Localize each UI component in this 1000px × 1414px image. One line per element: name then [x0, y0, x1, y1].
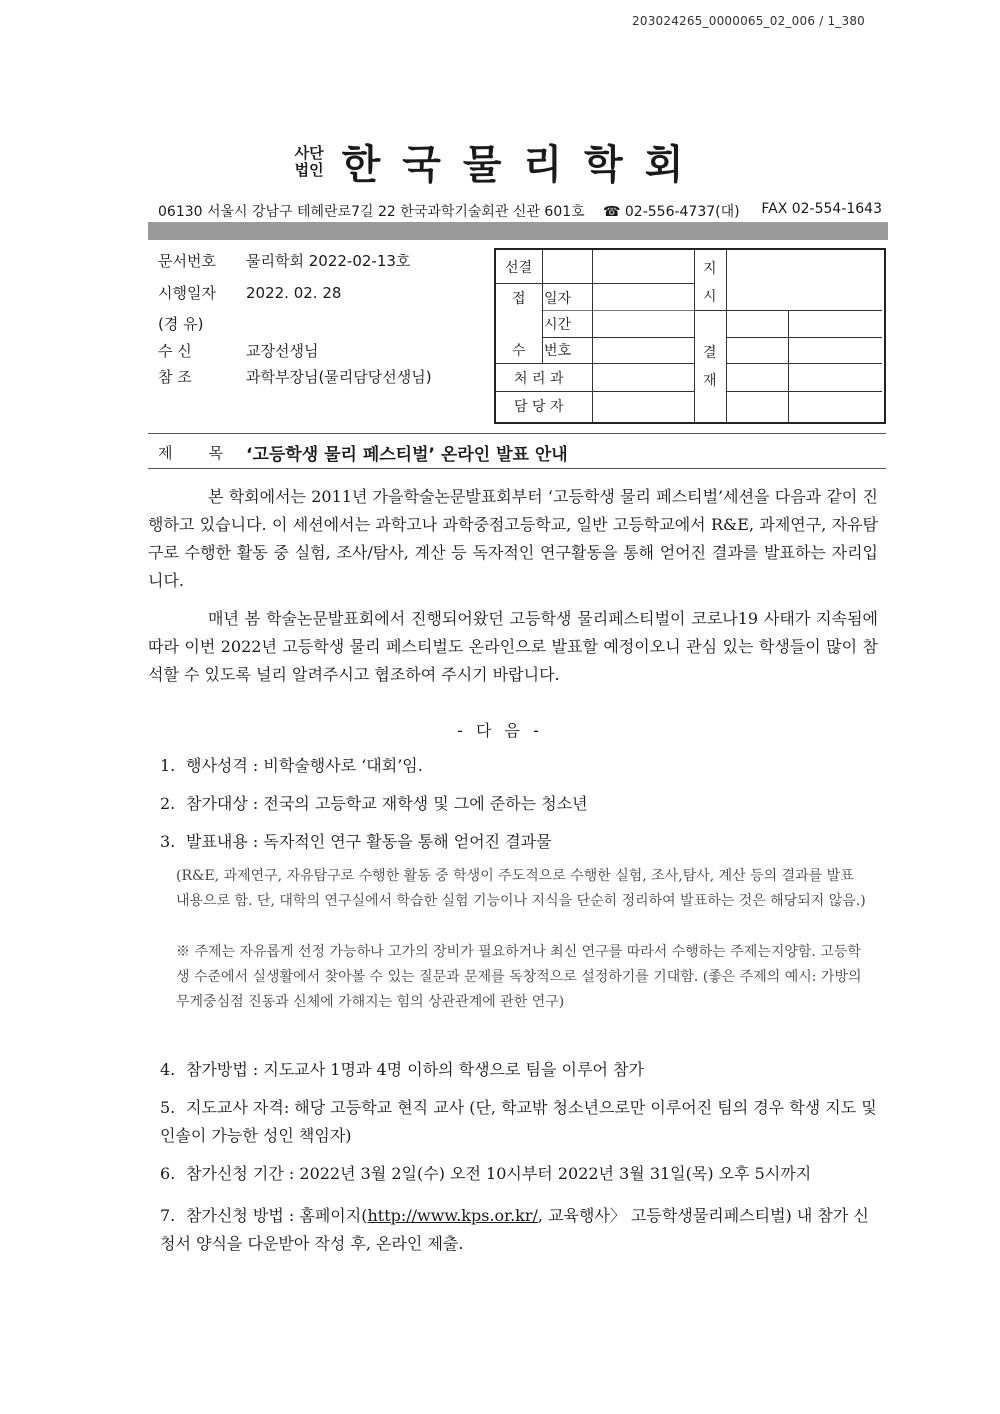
list-item: 6. 참가신청 기간 : 2022년 3월 2일(수) 오전 10시부터 2022년 3월 31일(목) 오후 5시까지 — [160, 1164, 812, 1183]
subject-line — [148, 433, 886, 469]
meta-reference: 참 조 과학부장님(물리담당선생님) — [158, 368, 432, 386]
approval-directive-2: 시 — [703, 289, 717, 305]
approval-officer: 담 당 자 — [514, 399, 564, 415]
approval-receipt-1: 접 — [512, 291, 526, 307]
fax: FAX 02-554-1643 — [761, 201, 882, 217]
meta-via: (경 유) — [158, 315, 204, 333]
item3-note: (R&E, 과제연구, 자유탐구로 수행한 활동 중 학생이 주도적으로 수행한 실험, 조사,탐사, 계산 등의 결과를 발표 내용으로 함. 단, 대학의 연구실에서 학습한 실험 기능이나 지식을 단순히 정리하여 발표하는 것은 해당되지 않음.) — [176, 868, 866, 909]
approval-box — [494, 248, 886, 424]
list-item: 4. 참가방법 : 지도교사 1명과 4명 이하의 학생으로 팀을 이루어 참가 — [160, 1060, 644, 1079]
header-band — [148, 222, 888, 240]
meta-doc-number: 문서번호 물리학회 2022-02-13호 — [158, 252, 411, 270]
approval-sign-2: 재 — [703, 373, 717, 389]
body-paragraph-2: 매년 봄 학술논문발표회에서 진행되어왔던 고등학생 물리페스티벌이 코로나19 사태가 지속됨에 따라 이번 2022년 고등학생 물리 페스티벌도 온라인으로 발표할 예정이오니 관심 있는 학생들이 많이 참석할 수 있도록 널리 알려주시고 협조하여 주시기 바랍니다. — [148, 609, 878, 684]
approval-date: 일자 — [544, 291, 572, 307]
phone: ☎ 02-556-4737(대) — [603, 204, 740, 220]
list-item: 2. 참가대상 : 전국의 고등학교 재학생 및 그에 준하는 청소년 — [160, 794, 588, 813]
approval-number: 번호 — [544, 343, 572, 359]
address: 06130 서울시 강남구 테헤란로7길 22 한국과학기술회관 신관 601호 — [158, 204, 585, 220]
meta-recipient: 수 신 교장선생님 — [158, 342, 319, 360]
subject-label: 제목 — [158, 444, 259, 462]
corp-type: 사단 법인 — [294, 143, 324, 179]
subject-title: ‘고등학생 물리 페스티벌’ 온라인 발표 안내 — [246, 445, 568, 465]
meta-date: 시행일자 2022. 02. 28 — [158, 284, 342, 302]
list-item: 7. 참가신청 방법 : 홈페이지(http://www.kps.or.kr/, 교육행사〉 고등학생물리페스티벌) 내 참가 신청서 양식을 다운받아 작성 후, 온라인 제출. — [160, 1206, 869, 1253]
approval-dept: 처 리 과 — [514, 371, 564, 387]
approval-directive-1: 지 — [703, 261, 717, 277]
next-heading: - 다 음 - — [457, 721, 543, 740]
body-paragraph-1: 본 학회에서는 2011년 가을학술논문발표회부터 ‘고등학생 물리 페스티벌’세션을 다음과 같이 진행하고 있습니다. 이 세션에서는 과학고나 과학중점고등학교, 일반 고등학교에서 R&E, 과제연구, 자유탐구로 수행한 활동 중 실험, 조사/탐사, 계산 등 독자적인 연구활동을 통해 얻어진 결과를 발표하는 자리입니다. — [148, 487, 878, 590]
approval-time: 시간 — [544, 317, 572, 333]
approval-sign-1: 결 — [703, 345, 717, 361]
item3-topic-note: ※ 주제는 자유롭게 선정 가능하나 고가의 장비가 필요하거나 최신 연구를 따라서 수행하는 주제는지양함. 고등학생 수준에서 실생활에서 찾아볼 수 있는 질문과 문제를 독창적으로 설정하기를 기대함. (좋은 주제의 예시: 가방의 무게중심점 진동과 신체에 가해지는 힘의 상관관계에 관한 연구) — [176, 944, 862, 1010]
approval-receipt-2: 수 — [512, 343, 526, 359]
document-id: 203024265_0000065_02_006 / 1_380 — [632, 14, 865, 28]
list-item: 5. 지도교사 자격: 해당 고등학교 현직 교사 (단, 학교밖 청소년으로만 이루어진 팀의 경우 학생 지도 및 인솔이 가능한 성인 책임자) — [160, 1098, 877, 1145]
homepage-link[interactable]: http://www.kps.or.kr/ — [367, 1206, 538, 1225]
list-item: 3. 발표내용 : 독자적인 연구 활동을 통해 얻어진 결과물 — [160, 832, 552, 851]
approval-prior: 선결 — [505, 260, 533, 276]
list-item: 1. 행사성격 : 비학술행사로 ‘대회’임. — [160, 756, 423, 775]
letterhead — [0, 133, 1000, 190]
org-name: 한국물리학회 — [341, 141, 706, 188]
